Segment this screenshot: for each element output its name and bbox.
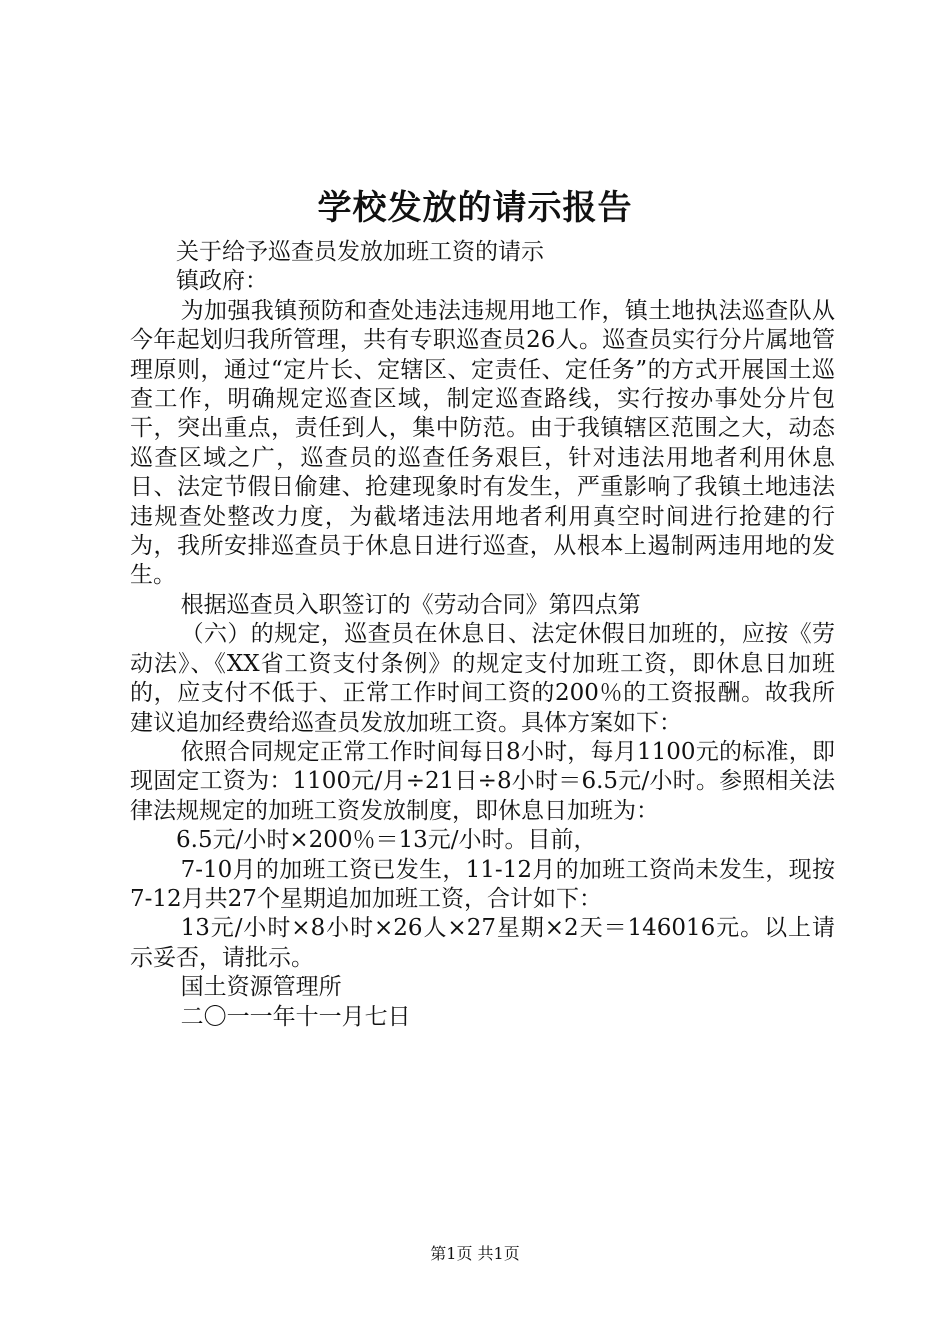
signature-date: 二〇一一年十一月七日 [180,1003,411,1030]
paragraph-period: 7-10月的加班工资已发生，11-12月的加班工资尚未发生，现按7-12月共27个星期追加加班工资，合计如下： [130,856,835,912]
paragraph-wage-calc: 依照合同规定正常工作时间每日8小时，每月1100元的标准，即现固定工资为：1100元/月÷21日÷8小时＝6.5元/小时。参照相关法律法规规定的加班工资发放制度，即休息日加班为： [130,738,835,824]
page-footer: 第1页 共1页 [430,1244,520,1263]
paragraph-total: 13元/小时×8小时×26人×27星期×2天＝146016元。以上请示妥否，请批示。 [130,915,835,971]
paragraph-contract-basis: 根据巡查员入职签订的《劳动合同》第四点第 [180,591,641,618]
addressee: 镇政府： [176,268,268,295]
paragraph-background: 为加强我镇预防和查处违法违规用地工作，镇土地执法巡查队从今年起划归我所管理，共有专职巡查员26人。巡查员实行分片属地管理原则，通过“定片长、定辖区、定责任、定任务”的方式开展国土巡查工作，明确规定巡查区域，制定巡查路线，实行按办事处分片包干，突出重点，责任到人，集中防范。由于我镇辖区范围之大，动态巡查区域之广，巡查员的巡查任务艰巨，针对违法用地者利用休息日、法定节假日偷建、抢建现象时有发生，严重影响了我镇土地违法违规查处整改力度，为截堵违法用地者利用真空时间进行抢建的行为，我所安排巡查员于休息日进行巡查，从根本上遏制两违用地的发生。 [130,297,835,589]
subject-line: 关于给予巡查员发放加班工资的请示 [176,239,544,265]
signature-org: 国土资源管理所 [180,974,342,1001]
paragraph-overtime-rate: 6.5元/小时×200％＝13元/小时。目前， [176,827,597,854]
document-title: 学校发放的请示报告 [317,188,633,228]
paragraph-regulation: （六）的规定，巡查员在休息日、法定休假日加班的，应按《劳动法》、《XX省工资支付条例》的规定支付加班工资，即休息日加班的，应支付不低于、正常工作时间工资的200％的工资报酬。故我所建议追加经费给巡查员发放加班工资。具体方案如下： [130,621,835,736]
document-body [130,238,835,1032]
